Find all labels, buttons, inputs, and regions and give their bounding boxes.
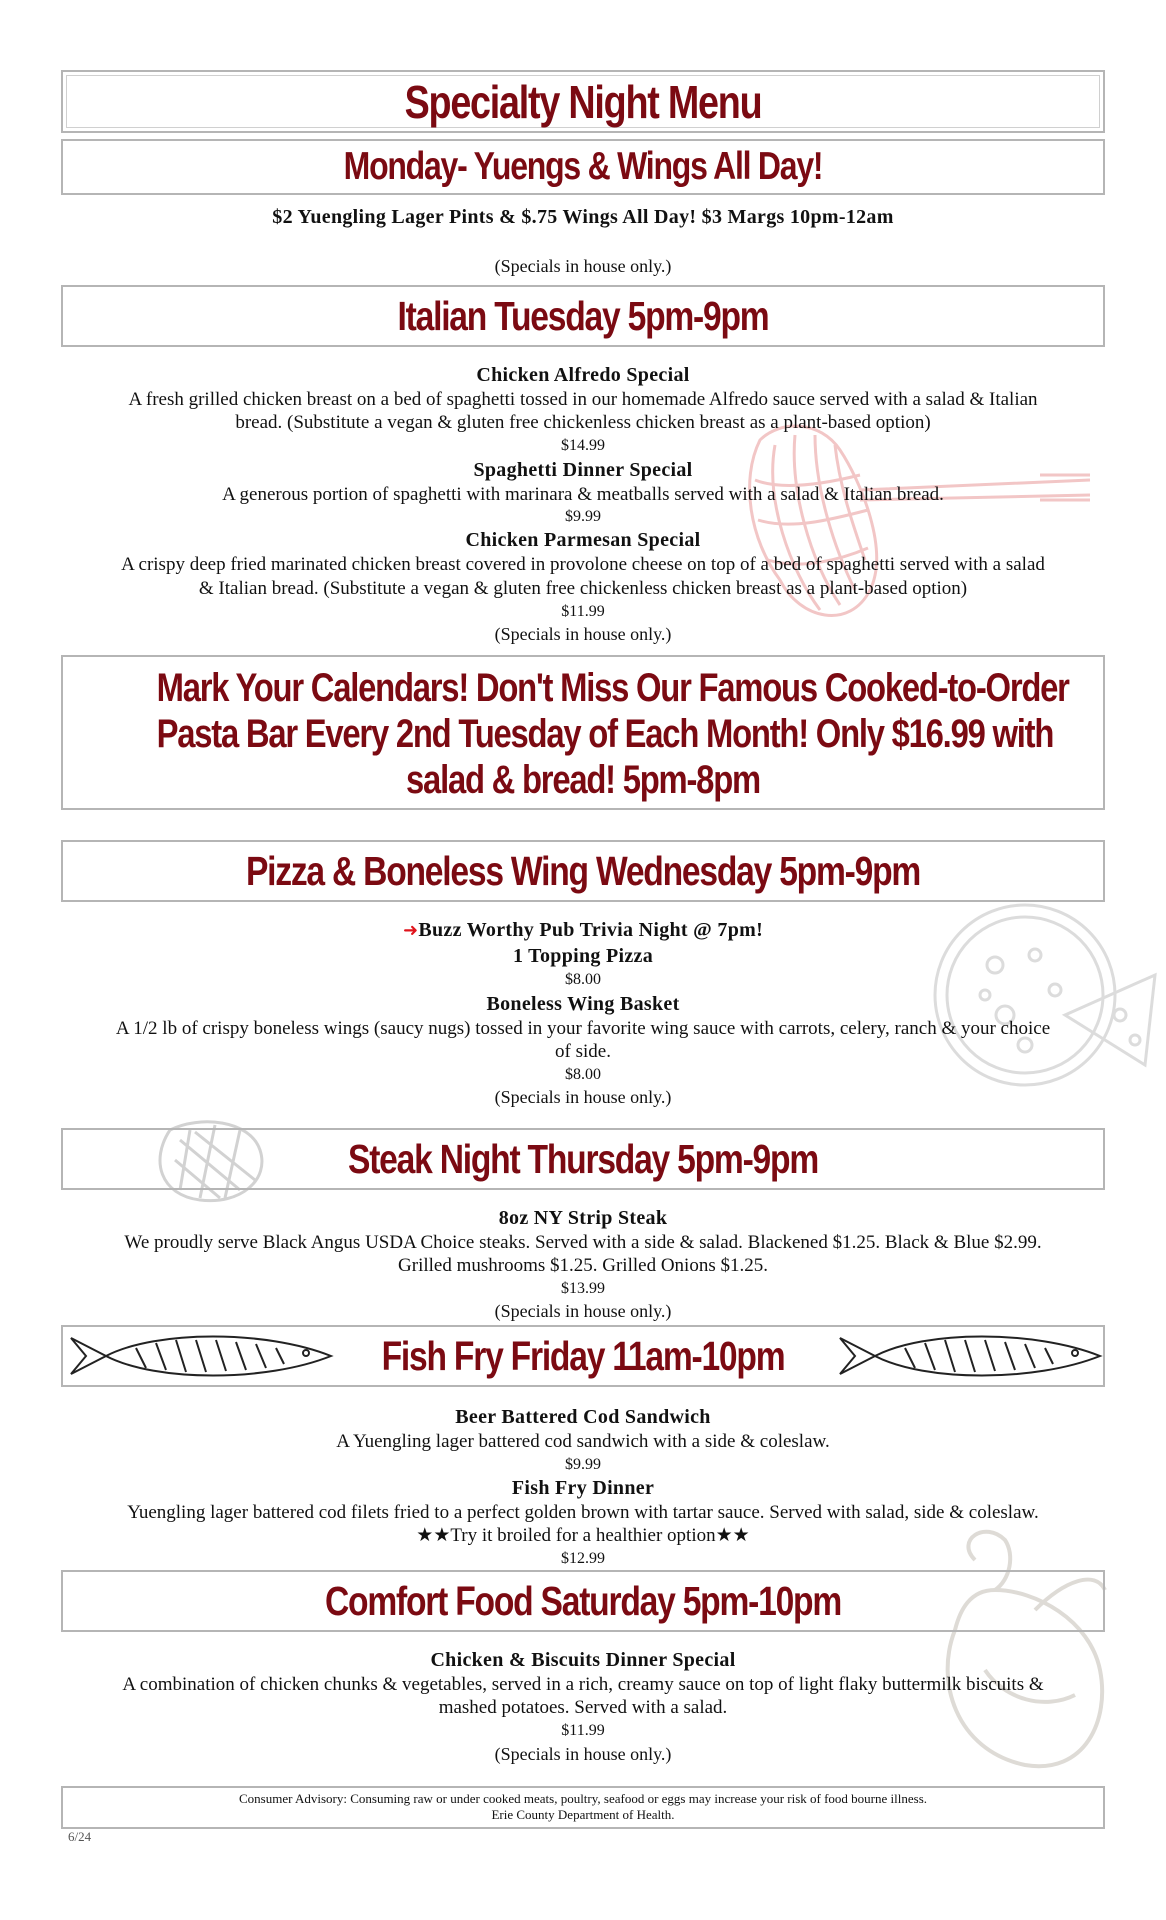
wednesday-note: (Specials in house only.) [494, 1087, 672, 1107]
biscuits-desc-2: mashed potatoes. Served with a salad. [438, 1697, 728, 1718]
trivia-line [61, 918, 1105, 943]
pizza-price: $8.00 [565, 971, 601, 988]
steak-desc-1: We proudly serve Black Angus USDA Choice steaks. Served with a side & salad. Blackened $1.25. Black & Blue $2.99. [124, 1232, 1042, 1253]
cod-sandwich-price: $9.99 [565, 1456, 601, 1473]
cod-sandwich-name: Beer Battered Cod Sandwich [455, 1406, 711, 1428]
advisory-box [61, 1786, 1105, 1829]
wednesday-box [61, 840, 1105, 902]
steak-name: 8oz NY Strip Steak [498, 1207, 668, 1229]
thursday-note: (Specials in house only.) [494, 1301, 672, 1321]
tuesday-note: (Specials in house only.) [494, 624, 672, 644]
pizza-name: 1 Topping Pizza [512, 945, 654, 967]
boneless-price: $8.00 [565, 1066, 601, 1083]
saturday-box [61, 1570, 1105, 1632]
trivia-text: Buzz Worthy Pub Trivia Night @ 7pm! [418, 919, 764, 941]
title-box [61, 70, 1105, 133]
fish-fry-price: $12.99 [561, 1550, 605, 1567]
boneless-name: Boneless Wing Basket [486, 993, 680, 1015]
boneless-desc-1: A 1/2 lb of crispy boneless wings (saucy nugs) tossed in your favorite wing sauce with carrots, celery, ranch & your choice [115, 1018, 1051, 1039]
alfredo-desc-1: A fresh grilled chicken breast on a bed of spaghetti tossed in our homemade Alfredo sauce served with a salad & Italian [128, 389, 1038, 410]
pasta-bar-line-2: Pasta Bar Every 2nd Tuesday of Each Month! Only $16.99 with [156, 712, 1054, 756]
biscuits-name: Chicken & Biscuits Dinner Special [430, 1649, 736, 1671]
page-title: Specialty Night Menu [404, 76, 762, 128]
cod-sandwich-desc: A Yuengling lager battered cod sandwich with a side & coleslaw. [336, 1431, 830, 1452]
advisory-text: Consumer Advisory: Consuming raw or under cooked meats, poultry, seafood or eggs may increase your risk of food bourne illness. [238, 1791, 928, 1806]
fish-right-icon [835, 1328, 1105, 1384]
steak-price: $13.99 [561, 1280, 605, 1297]
thursday-heading: Steak Night Thursday 5pm-9pm [348, 1136, 818, 1182]
alfredo-name: Chicken Alfredo Special [476, 364, 690, 386]
monday-note: (Specials in house only.) [494, 256, 672, 276]
fish-fry-desc-1: Yuengling lager battered cod filets fried to a perfect golden brown with tartar sauce. Served with salad, side & coleslaw. [127, 1502, 1039, 1523]
boneless-desc-2: of side. [555, 1041, 611, 1062]
menu-date: 6/24 [68, 1829, 92, 1844]
biscuits-price: $11.99 [561, 1722, 605, 1739]
spaghetti-price: $9.99 [565, 508, 601, 525]
pasta-bar-line-1: Mark Your Calendars! Don't Miss Our Famous Cooked-to-Order [156, 666, 1069, 710]
tuesday-box [61, 285, 1105, 347]
advisory-dept: Erie County Department of Health. [491, 1807, 675, 1822]
wednesday-heading: Pizza & Boneless Wing Wednesday 5pm-9pm [245, 848, 921, 894]
biscuits-desc-1: A combination of chicken chunks & vegetables, served in a rich, creamy sauce on top of light flaky buttermilk biscuits & [122, 1674, 1044, 1695]
pasta-bar-line-3: salad & bread! 5pm-8pm [406, 758, 760, 802]
alfredo-price: $14.99 [561, 437, 605, 454]
saturday-heading: Comfort Food Saturday 5pm-10pm [324, 1578, 842, 1624]
monday-box [61, 139, 1105, 195]
fish-left-icon [66, 1328, 336, 1384]
fish-fry-desc-2: ★★Try it broiled for a healthier option★★ [416, 1525, 750, 1546]
friday-heading: Fish Fry Friday 11am-10pm [381, 1333, 785, 1379]
parmesan-desc-1: A crispy deep fried marinated chicken breast covered in provolone cheese on top of a bed of spaghetti served with a salad [121, 554, 1045, 575]
monday-special: $2 Yuengling Lager Pints & $.75 Wings All Day! $3 Margs 10pm-12am [272, 206, 894, 228]
saturday-note: (Specials in house only.) [494, 1744, 672, 1764]
arrow-right-icon: ➜ [402, 920, 419, 941]
parmesan-desc-2: & Italian bread. (Substitute a vegan & gluten free chickenless chicken breast as a plant-based option) [198, 578, 968, 599]
spaghetti-desc: A generous portion of spaghetti with marinara & meatballs served with a salad & Italian bread. [222, 484, 944, 505]
tuesday-heading: Italian Tuesday 5pm-9pm [397, 293, 769, 339]
spaghetti-name: Spaghetti Dinner Special [473, 459, 693, 481]
thursday-box [61, 1128, 1105, 1190]
alfredo-desc-2: bread. (Substitute a vegan & gluten free chickenless chicken breast as a plant-based option) [235, 412, 931, 433]
steak-desc-2: Grilled mushrooms $1.25. Grilled Onions $1.25. [398, 1255, 768, 1276]
fish-fry-name: Fish Fry Dinner [511, 1477, 655, 1499]
monday-heading: Monday- Yuengs & Wings All Day! [343, 145, 823, 188]
parmesan-price: $11.99 [561, 603, 605, 620]
pasta-bar-box [61, 655, 1105, 810]
parmesan-name: Chicken Parmesan Special [465, 529, 701, 551]
